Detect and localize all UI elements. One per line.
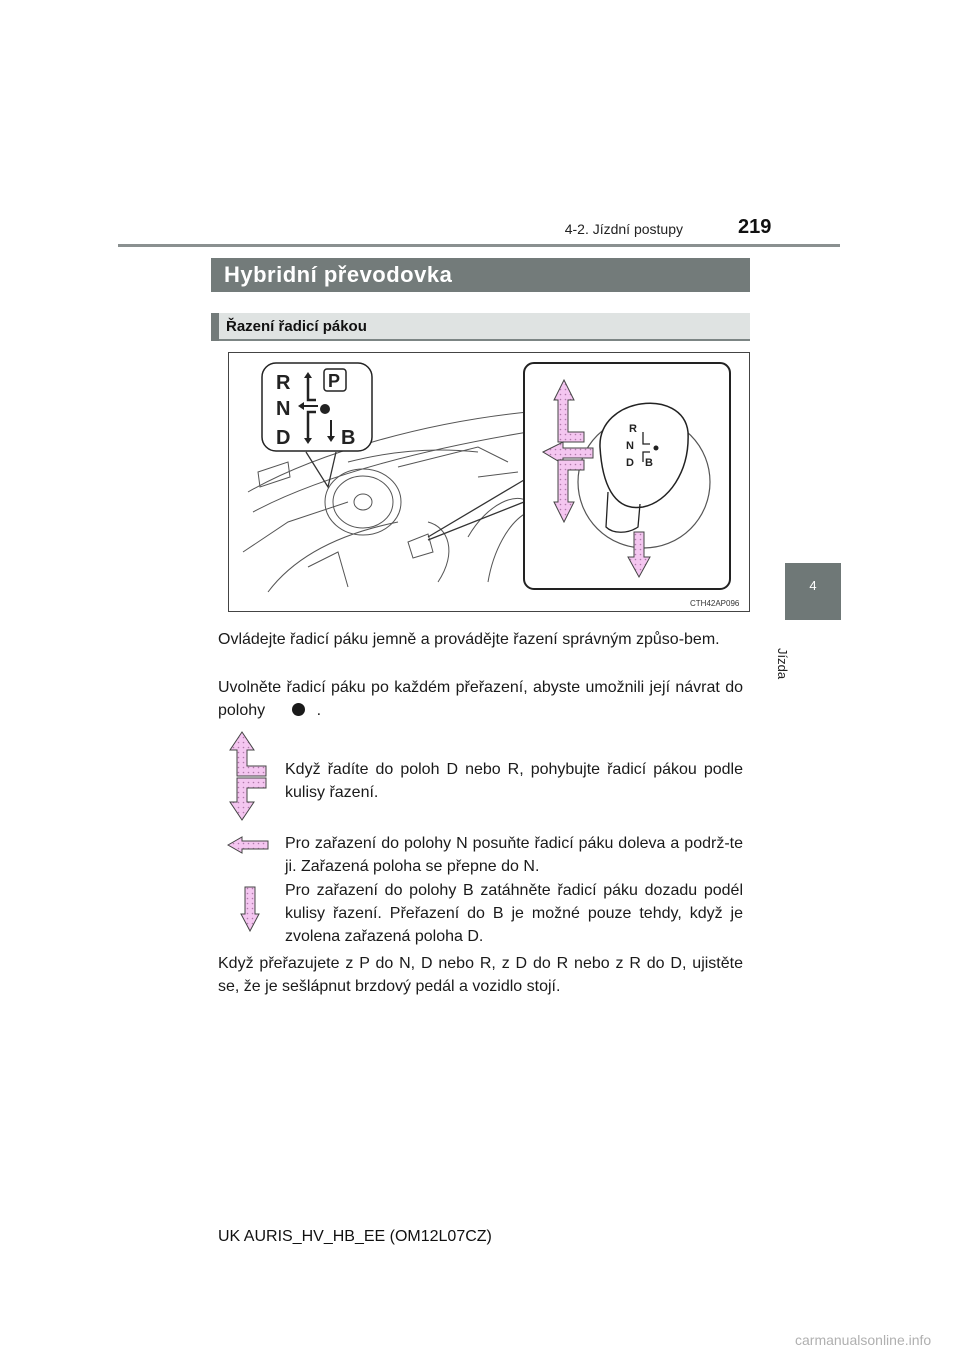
svg-text:R: R — [629, 423, 637, 435]
page-number: 219 — [738, 216, 772, 238]
paragraph-brake-warning: Když přeřazujete z P do N, D nebo R, z D do R nebo z R do D, ujistěte se, že je sešlápnut brzdový pedál a vozidlo stojí. — [218, 955, 743, 995]
model-code: UK AURIS_HV_HB_EE (OM12L07CZ) — [218, 1228, 492, 1245]
svg-text:N: N — [276, 398, 291, 420]
main-heading: Hybridní převodovka — [224, 262, 453, 287]
svg-text:R: R — [276, 372, 291, 394]
image-code: CTH42AP096 — [690, 599, 740, 608]
shift-lever-illustration — [228, 352, 750, 612]
sub-heading: Řazení řadicí pákou — [226, 318, 367, 335]
svg-text:P: P — [328, 371, 341, 391]
watermark: carmanualsonline.info — [795, 1332, 932, 1348]
item-b-shift: Pro zařazení do polohy B zatáhněte řadicí páku dozadu podél kulisy řazení. Přeřazení do B je možné pouze tehdy, když je zvolena zařazená poloha D. — [285, 882, 743, 945]
paragraph-operate-gently: Ovládejte řadicí páku jemně a provádějte řazení správným způso-bem. — [218, 631, 720, 648]
svg-text:B: B — [645, 457, 653, 469]
header-rule — [118, 244, 840, 247]
up-down-arrow-icon — [226, 730, 272, 822]
shift-gate-diagram — [262, 363, 372, 451]
item-n-shift: Pro zařazení do polohy N posuňte řadicí páku doleva a podrž-te ji. Zařazená poloha se přepne do N. — [285, 835, 743, 875]
paragraph-release-lever — [218, 676, 743, 722]
paragraph-release-end: . — [316, 702, 322, 719]
shift-knob-inset — [524, 363, 730, 589]
item-d-r-shift: Když řadíte do poloh D nebo R, pohybujte řadicí pákou podle kulisy řazení. — [285, 761, 743, 801]
svg-text:B: B — [341, 427, 356, 449]
section-label: 4-2. Jízdní postupy — [564, 221, 683, 237]
svg-text:D: D — [626, 457, 634, 469]
down-arrow-icon — [240, 886, 260, 932]
left-arrow-icon — [226, 836, 270, 854]
sub-heading-accent — [211, 313, 219, 341]
chapter-label: Jízda — [775, 648, 790, 680]
svg-text:D: D — [276, 427, 291, 449]
svg-text:N: N — [626, 440, 634, 452]
neutral-dot-icon — [292, 703, 305, 716]
chapter-number: 4 — [809, 578, 817, 593]
paragraph-release-text: Uvolněte řadicí páku po každém přeřazení, abyste umožnili její návrat do polohy — [218, 679, 743, 719]
